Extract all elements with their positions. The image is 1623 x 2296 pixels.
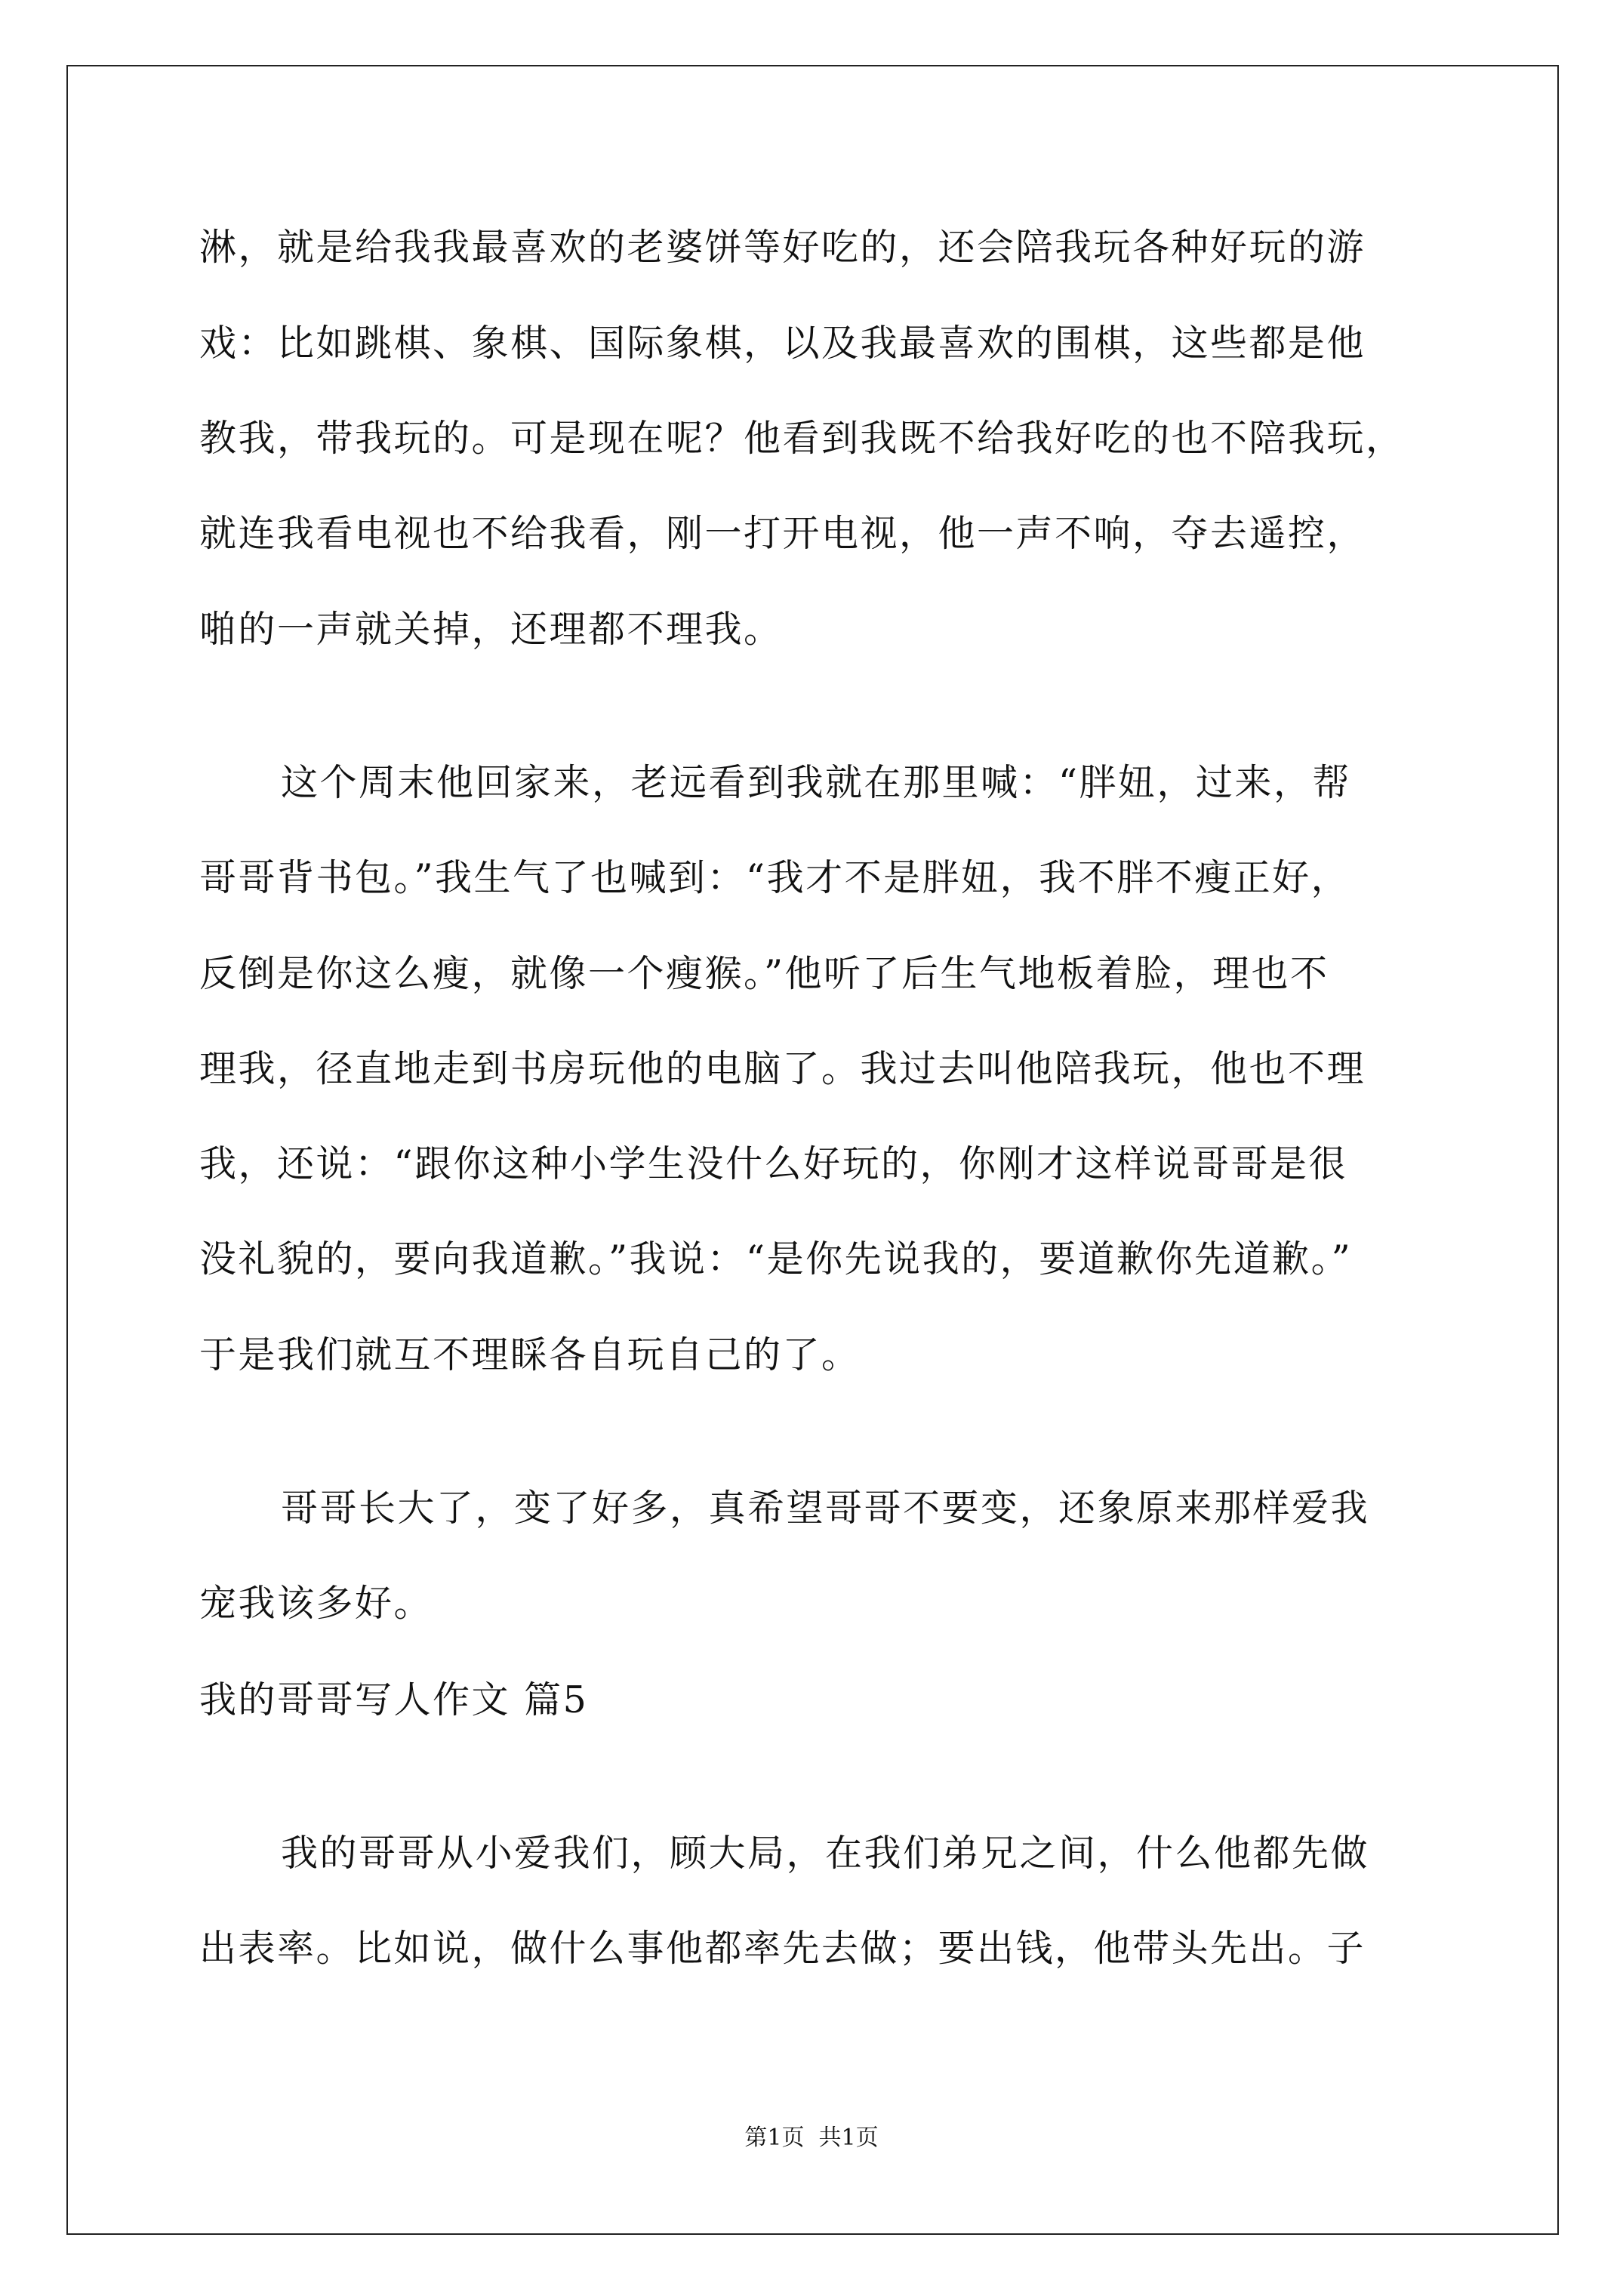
text-line: 理我，径直地走到书房玩他的电脑了。我过去叫他陪我玩，他也不理 <box>199 1047 1366 1090</box>
text-line: 我，还说：“跟你这种小学生没什么好玩的，你刚才这样说哥哥是很 <box>199 1142 1348 1185</box>
paragraph-first-line: 这个周末他回家来，老远看到我就在那里喊：“胖妞，过来，帮 <box>281 761 1352 804</box>
text-line: 反倒是你这么瘦，就像一个瘦猴。”他听了后生气地板着脸，理也不 <box>199 952 1329 995</box>
text-line: 宠我该多好。 <box>199 1582 433 1625</box>
text-line: 教我，带我玩的。可是现在呢？他看到我既不给我好吃的也不陪我玩， <box>199 417 1405 460</box>
text-line: 哥哥背书包。”我生气了也喊到：“我才不是胖妞，我不胖不瘦正好， <box>199 856 1350 899</box>
paragraph-first-line: 我的哥哥从小爱我们，顾大局，在我们弟兄之间，什么他都先做 <box>281 1832 1370 1875</box>
text-line: 于是我们就互不理睬各自玩自己的了。 <box>199 1333 861 1376</box>
section-heading: 我的哥哥写人作文 篇5 <box>199 1678 589 1721</box>
text-line: 戏：比如跳棋、象棋、国际象棋，以及我最喜欢的围棋，这些都是他 <box>199 322 1366 365</box>
text-line: 淋，就是给我我最喜欢的老婆饼等好吃的，还会陪我玩各种好玩的游 <box>199 226 1366 269</box>
text-line: 啪的一声就关掉，还理都不理我。 <box>199 608 783 651</box>
text-line: 没礼貌的，要向我道歉。”我说：“是你先说我的，要道歉你先道歉。” <box>199 1237 1353 1281</box>
page-footer: 第1页 共1页 <box>744 2125 879 2151</box>
paragraph-first-line: 哥哥长大了，变了好多，真希望哥哥不要变，还象原来那样爱我 <box>281 1487 1370 1530</box>
text-line: 就连我看电视也不给我看，刚一打开电视，他一声不响，夺去遥控， <box>199 512 1366 555</box>
text-line: 出表率。比如说，做什么事他都率先去做；要出钱，他带头先出。子 <box>199 1927 1366 1970</box>
